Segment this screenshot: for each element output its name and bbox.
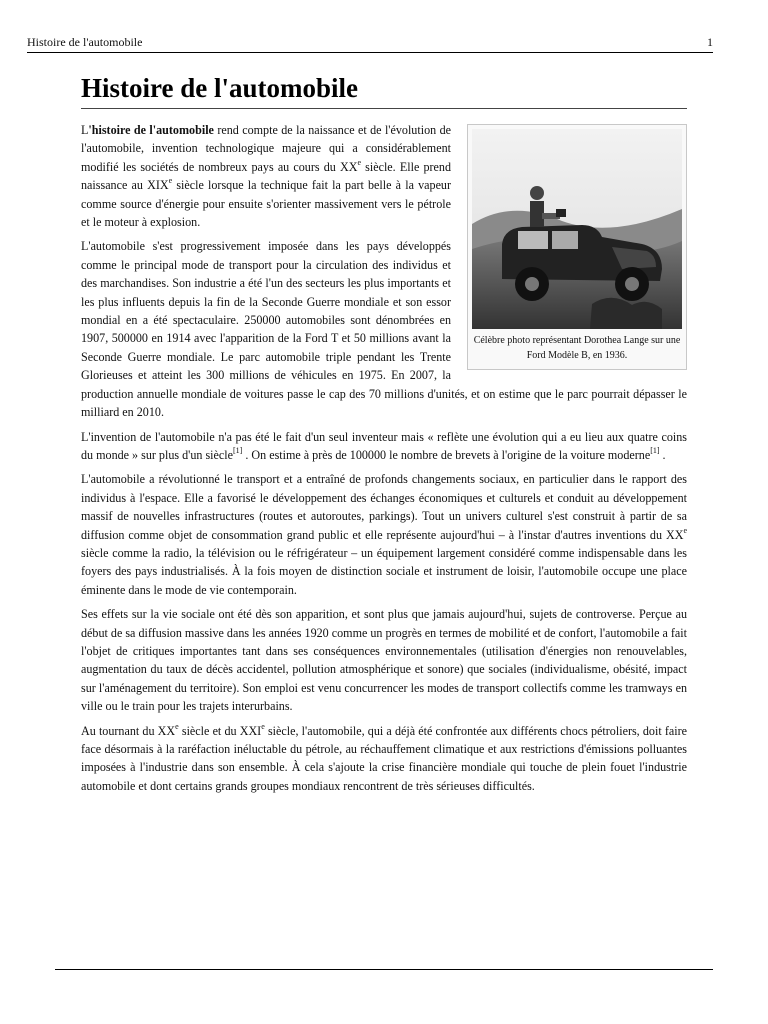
citation-link-2[interactable]: [1] (650, 445, 660, 455)
p6-text-1: Au tournant du XX (81, 723, 176, 738)
p1-text-2: siècle. Elle prend naissance au XIX (81, 159, 451, 193)
page-title: Histoire de l'automobile (81, 73, 358, 103)
figure-caption: Célèbre photo représentant Dorothea Lange sur une Ford Modèle B, en 1936. (473, 335, 681, 361)
paragraph-2: L'automobile s'est progressivement imposée dans les pays développés comme le principal mode de transport pour la circulation des individus et des marchandises. Son industrie a été l'un des secteurs les plus importants et les plus influents depuis la fin de la Seconde Guerre mondiale et son essor mondial en a été spectaculaire. 250000 automobiles sont dénombrées en 1907, 500000 en 1914 avec l'apparition de la Ford T et 50 millions avant la Seconde Guerre mondiale. Le parc automobile triple pendant les Trente Glorieuses et atteint les 300 millions de véhicules en 1975. En 2007, la production annuelle mondiale de voitures passe le cap des 70 millions d'unités, et on estime que le parc pourrait dépasser le milliard en 2010. (81, 239, 687, 420)
paragraph-3 (81, 428, 687, 465)
p1-superscript-1: e (357, 157, 361, 167)
p4-text-1: L'automobile a révolutionné le transport et a entraîné de profonds changements sociaux, en particulier dans le rapport des individus à l'espace. Elle a favorisé le développement des échanges économiques et culturels et conduit au développement massif de nouvelles infrastructures (routes et autoroutes, parkings). Tout un univers culturel s'est construit à partir de sa diffusion comme objet de consommation grand public et elle représente aujourd'hui – à l'instar d'autres inventions du XX (81, 472, 687, 542)
p1-text-1: rend compte de la naissance et de l'évolution de l'automobile, invention technologique majeure qui a considérablement modifié les sociétés de nombreux pays au cours du XX (81, 123, 451, 174)
p6-superscript-1: e (175, 721, 179, 731)
header-rule (27, 52, 713, 53)
running-title: Histoire de l'automobile (27, 35, 143, 49)
p3-text-2: . On estime à près de 100000 le nombre de brevets à l'origine de la voiture moderne (242, 447, 651, 462)
car-photo (472, 129, 682, 329)
p3-text-3: . (659, 447, 666, 462)
page-number: 1 (707, 35, 713, 49)
p3-text-1: L'invention de l'automobile n'a pas été le fait d'un seul inventeur mais « reflète une évolution qui a eu lieu aux quatre coins du monde » sur plus d'un siècle (81, 429, 687, 462)
figure-thumbnail (467, 124, 687, 370)
paragraph-4 (81, 470, 687, 599)
p1-lead: L (81, 123, 89, 137)
p4-superscript-1: e (683, 525, 687, 535)
citation-link-1[interactable]: [1] (233, 445, 243, 455)
p6-text-3: siècle, l'automobile, qui a déjà été confrontée aux différents chocs pétroliers, doit faire face désormais à la raréfaction inéluctable du pétrole, au réchauffement climatique et aux restrictions d'émissions polluantes imposées à l'industrie dans son ensemble. À cela s'ajoute la crise financière mondiale qui touche de plein fouet l'industrie automobile et dont certains grands groupes mondiaux rencontrent de très sérieuses difficultés. (81, 723, 687, 793)
p1-superscript-2: e (168, 176, 173, 186)
article (81, 70, 687, 801)
paragraph-5: Ses effets sur la vie sociale ont été dès son apparition, et sont plus que jamais aujourd'hui, sujets de controverse. Perçue au début de sa diffusion massive dans les années 1920 comme un progrès en termes de mobilité et de confort, l'automobile a fait l'objet de critiques importantes tant dans ses conséquences environnementales (utilisation d'énergies non renouvelables, augmentation du taux de décès accidentel, pollution atmosphérique et sonore) que sociales (individualisme, obésité, impact sur l'aménagement du territoire). Son emploi est venu concurrencer les modes de transport collectifs comme les tramways en ville ou le train pour les trajets interurbains. (81, 607, 687, 714)
paragraph-6 (81, 722, 687, 796)
p1-text-3: siècle lorsque la technique fait la part belle à la vapeur comme source d'énergie pour ensuite s'orienter massivement vers le pétrole et le moteur à explosion. (81, 178, 452, 230)
footer-rule (55, 969, 713, 970)
article-term: 'histoire de l'automobile (88, 123, 214, 137)
p4-text-2: siècle comme la radio, la télévision ou le réfrigérateur – un équipement largement considéré comme indispensable dans les foyers des pays industrialisés. À la fois moyen de distinction sociale et instrument de loisir, l'automobile occupe une place éminente dans le mode de vie contemporain. (81, 545, 687, 597)
p6-superscript-2: e (261, 721, 265, 731)
title-rule (81, 108, 687, 109)
p6-text-2: siècle et du XXI (178, 723, 262, 738)
running-header (27, 35, 713, 49)
